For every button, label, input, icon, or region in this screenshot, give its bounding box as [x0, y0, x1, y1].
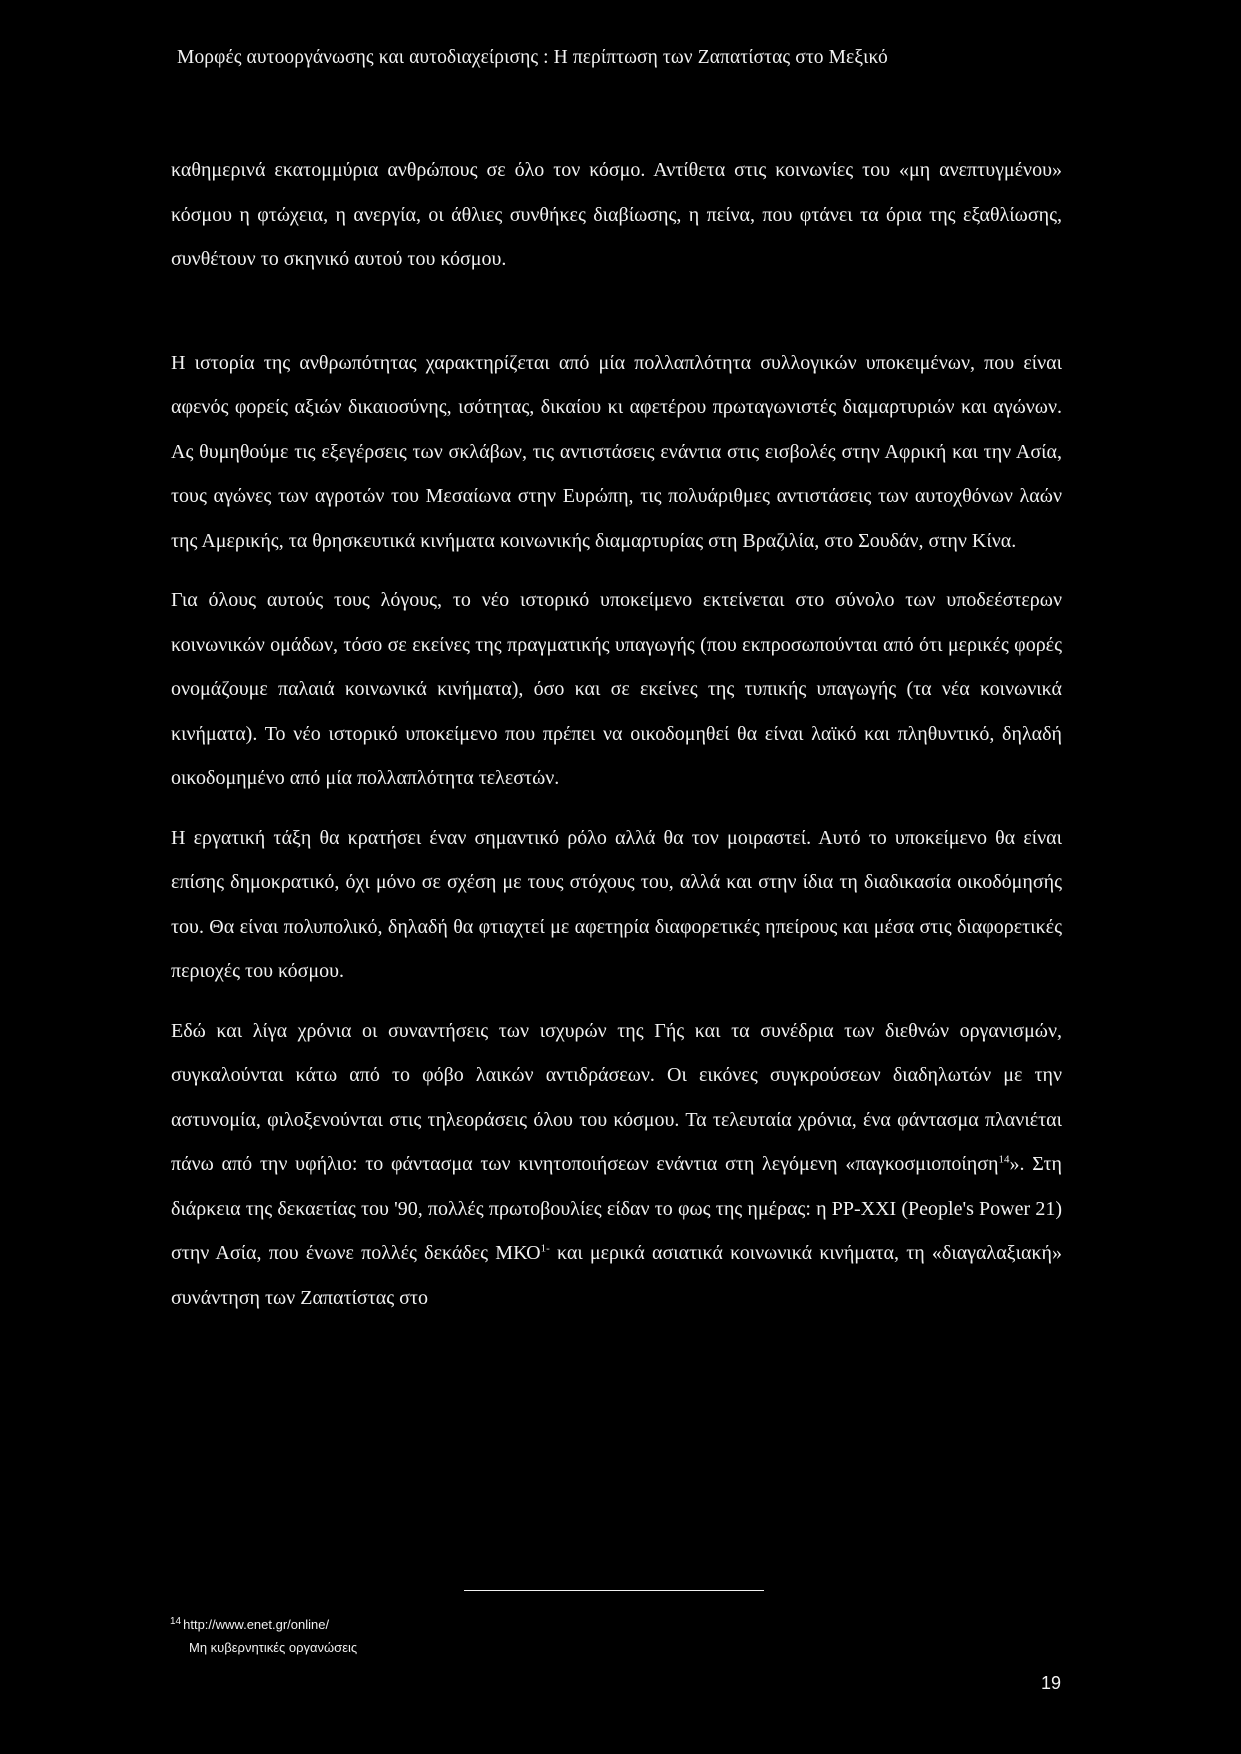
body-text — [171, 148, 1062, 1320]
footnote-url[interactable]: http://www.enet.gr/online/ — [183, 1617, 330, 1632]
paragraph-1: καθημερινά εκατομμύρια ανθρώπους σε όλο τον κόσμο. Αντίθετα στις κοινωνίες του «μη ανεπτυγμένου» κόσμου η φτώχεια, η ανεργία, οι άθλιες συνθήκες διαβίωσης, η πείνα, που φτάνει τα όρια της εξαθλίωσης, συνθέτουν το σκηνικό αυτού του κόσμου. — [171, 159, 1062, 270]
footnote-ngo — [170, 1636, 870, 1659]
running-header: Μορφές αυτοοργάνωσης και αυτοδιαχείρισης : Η περίπτωση των Ζαπατίστας στο Μεξικό — [177, 47, 888, 68]
paragraph-2: Η ιστορία της ανθρωπότητας χαρακτηρίζεται από μία πολλαπλότητα συλλογικών υποκειμένων, που είναι αφενός φορείς αξιών δικαιοσύνης, ισότητας, δικαίου κι αφετέρου πρωταγωνιστές διαμαρτυριών και αγώνων. Ας θυμηθούμε τις εξεγέρσεις των σκλάβων, τις αντιστάσεις ενάντια στις εισβολές στην Αφρική και την Ασία, τους αγώνες των αγροτών του Μεσαίωνα στην Ευρώπη, τις πολυάριθμες αντιστάσεις των αυτοχθόνων λαών της Αμερικής, τα θρησκευτικά κινήματα κοινωνικής διαμαρτυρίας στη Βραζιλία, στο Σουδάν, στην Κίνα. — [171, 351, 1062, 552]
page-number: 19 — [1040, 1673, 1061, 1693]
paragraph-4: Η εργατική τάξη θα κρατήσει έναν σημαντικό ρόλο αλλά θα τον μοιραστεί. Αυτό το υποκείμενο θα είναι επίσης δημοκρατικό, όχι μόνο σε σχέση με τους στόχους του, αλλά και στην ίδια τη διαδικασία οικοδόμησής του. Θα είναι πολυπολικό, δηλαδή θα φτιαχτεί με αφετηρία διαφορετικές ηπείρους και μέσα στις διαφορετικές περιοχές του κόσμου. — [171, 826, 1062, 982]
footnotes — [170, 1613, 870, 1659]
footnote-reference-ngo[interactable]: 1- — [540, 1242, 550, 1255]
footnote-14 — [170, 1613, 870, 1636]
paragraph-5-part-c: και μερικά ασιατικά κοινωνικά κινήματα, τη «διαγαλαξιακή» συνάντηση των Ζαπατίστας στο — [171, 1242, 1062, 1309]
footnote-reference-14[interactable]: 14 — [998, 1153, 1010, 1166]
footnote-ngo-text: Μη κυβερνητικές οργανώσεις — [189, 1640, 358, 1655]
footnote-separator — [464, 1590, 764, 1591]
paragraph-5-part-a: Εδώ και λίγα χρόνια οι συναντήσεις των ισχυρών της Γής και τα συνέδρια των διεθνών οργανισμών, συγκαλούνται κάτω από το φόβο λαικών αντιδράσεων. Οι εικόνες συγκρούσεων διαδηλωτών με την αστυνομία, φιλοξενούνται στις τηλεοράσεις όλου του κόσμου. Τα τελευταία χρόνια, ένα φάντασμα πλανιέται πάνω από την υφήλιο: το φάντασμα των κινητοποιήσεων ενάντια στη λεγόμενη «παγκοσμιοποίηση — [171, 1019, 1062, 1175]
paragraph-5-part-b: ». Στη διάρκεια της δεκαετίας του '90, πολλές πρωτοβουλίες είδαν το φως της ημέρας: η PP-XXI (People's Power 21) στην Ασία, που ένωνε πολλές δεκάδες ΜΚΟ — [171, 1153, 1062, 1264]
paragraph-3: Για όλους αυτούς τους λόγους, το νέο ιστορικό υποκείμενο εκτείνεται στο σύνολο των υποδεέστερων κοινωνικών ομάδων, τόσο σε εκείνες της πραγματικής υπαγωγής (που εκπροσωπούνται από ότι μερικές φορές ονομάζουμε παλαιά κοινωνικά κινήματα), όσο και σε εκείνες της τυπικής υπαγωγής (τα νέα κοινωνικά κινήματα). Το νέο ιστορικό υποκείμενο που πρέπει να οικοδομηθεί θα είναι λαϊκό και πληθυντικό, δηλαδή οικοδομημένο από μία πολλαπλότητα τελεστών. — [171, 589, 1062, 789]
footnote-mark: 14 — [170, 1615, 182, 1627]
paragraph-5 — [171, 1009, 1062, 1321]
